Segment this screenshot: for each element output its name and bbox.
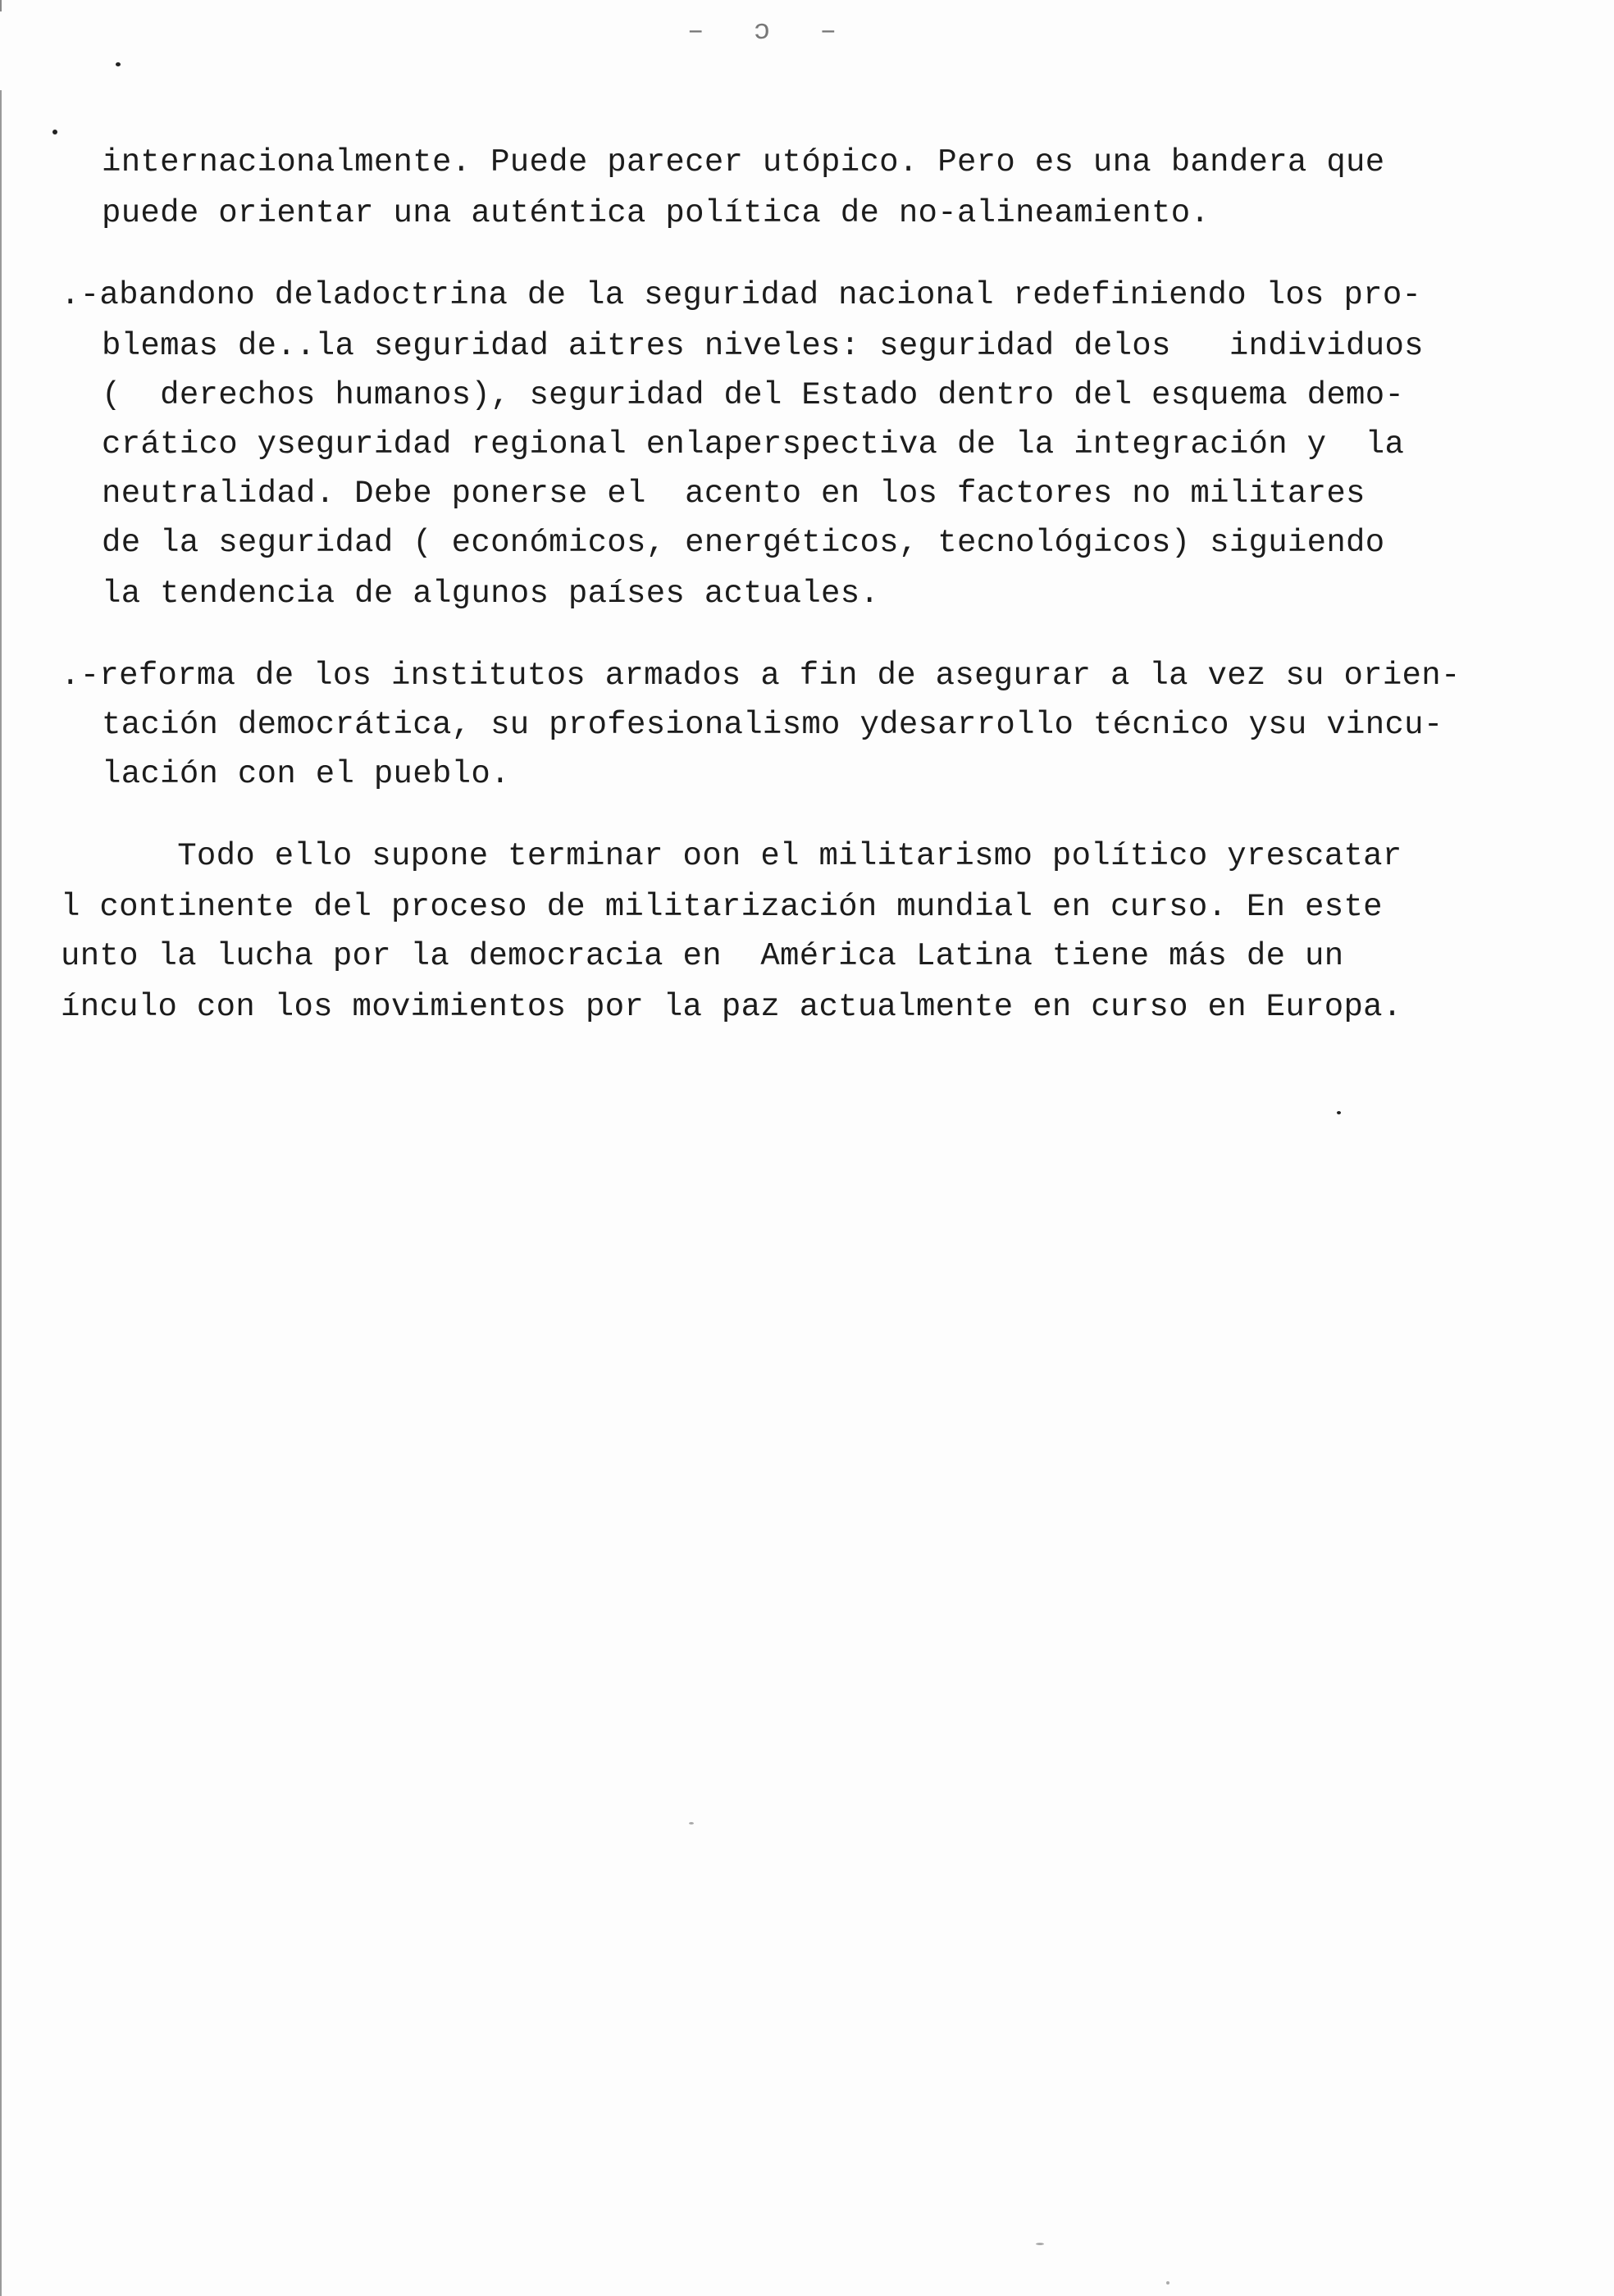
ink-speck [1166, 2281, 1169, 2285]
text-line: .-abandono deladoctrina de la seguridad nacional redefiniendo los pro- [61, 277, 1422, 313]
text-line: puede orientar una auténtica política de no-alineamiento. [102, 195, 1210, 231]
text-line: unto la lucha por la democracia en América Latina tiene más de un [61, 938, 1344, 974]
text-line: lación con el pueblo. [102, 756, 510, 792]
text-line: ínculo con los movimientos por la paz actualmente en curso en Europa. [61, 989, 1402, 1025]
scan-edge-line [0, 90, 2, 2296]
page-number-mark: – ɔ – [687, 16, 854, 48]
text-line: tación democrática, su profesionalismo ydesarrollo técnico ysu vincu- [102, 707, 1443, 743]
ink-speck [1337, 1111, 1341, 1114]
ink-speck [1036, 2243, 1044, 2245]
text-line: internacionalmente. Puede parecer utópico. Pero es una bandera que [102, 144, 1385, 180]
text-line: l continente del proceso de militarización mundial en curso. En este [61, 889, 1383, 925]
text-line: crático yseguridad regional enlaperspectiva de la integración y la [102, 426, 1405, 462]
ink-speck [116, 62, 121, 66]
text-line: neutralidad. Debe ponerse el acento en los factores no militares [102, 476, 1366, 512]
ink-speck [689, 1822, 694, 1824]
text-line: de la seguridad ( económicos, energéticos, tecnológicos) siguiendo [102, 525, 1385, 561]
text-line: .-reforma de los institutos armados a fin de asegurar a la vez su orien- [61, 658, 1461, 694]
scan-edge-tick [0, 0, 2, 11]
text-line: la tendencia de algunos países actuales. [102, 576, 880, 612]
text-line: blemas de..la seguridad aitres niveles: seguridad delos individuos [102, 328, 1424, 364]
text-line: ( derechos humanos), seguridad del Estado dentro del esquema demo- [102, 377, 1405, 413]
ink-speck [52, 130, 57, 134]
text-line: Todo ello supone terminar oon el militarismo político yrescatar [61, 838, 1402, 874]
